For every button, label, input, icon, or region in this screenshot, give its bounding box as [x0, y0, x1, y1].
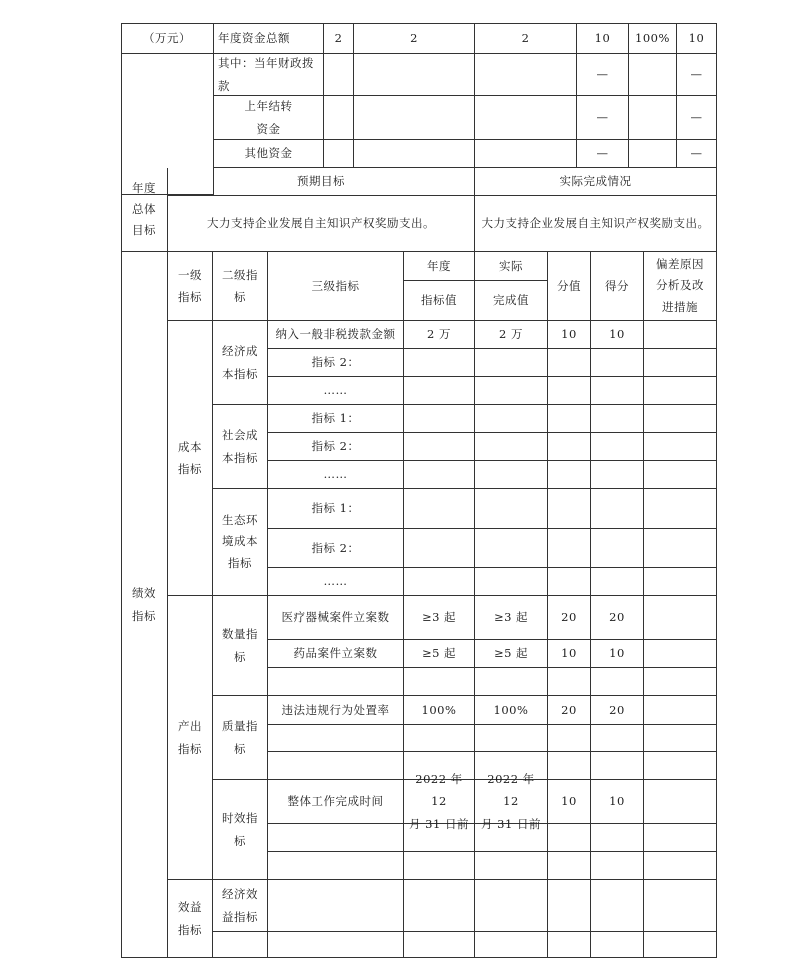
indicator-got-cell: 10: [591, 780, 644, 824]
indicator-name-cell: [268, 824, 404, 852]
indicator-name-cell: ……: [268, 377, 404, 405]
indicator-got-cell: [591, 405, 644, 433]
funds-row-total-score: 10: [577, 23, 629, 54]
funds-row-carryover-c3: [475, 96, 577, 140]
funds-row-total-label: 年度资金总额: [214, 23, 324, 54]
indicator-deviation-cell: [644, 696, 717, 725]
indicator-target-cell: [404, 725, 475, 752]
funds-row-current-score: —: [577, 54, 629, 96]
indicator-deviation-cell: [644, 568, 717, 596]
indicator-score-cell: [548, 668, 591, 696]
indicator-actual-cell: [475, 489, 548, 529]
indicator-actual-cell: [475, 349, 548, 377]
indicator-actual-cell: [475, 377, 548, 405]
indicator-target-cell: [404, 377, 475, 405]
funds-row-total-rate: 100%: [629, 23, 677, 54]
indicator-name-cell: [268, 668, 404, 696]
indicator-deviation-cell: [644, 461, 717, 489]
indicator-score-cell: [548, 349, 591, 377]
indicator-deviation-cell: [644, 640, 717, 668]
indicator-deviation-cell: [644, 349, 717, 377]
output-quality-label: 质量指 标: [213, 696, 268, 780]
funds-row-other-c1: [324, 140, 354, 168]
indicator-deviation-cell: [644, 529, 717, 568]
indicator-deviation-cell: [644, 852, 717, 880]
indicator-actual-cell: 100%: [475, 696, 548, 725]
indicator-actual-cell: [475, 852, 548, 880]
indicator-score-cell: [548, 377, 591, 405]
indicator-deviation-cell: [644, 880, 717, 932]
indicator-name-cell: [268, 852, 404, 880]
indicator-got-cell: 10: [591, 321, 644, 349]
indicator-actual-cell: [475, 725, 548, 752]
perf-header-actual-bottom: 完成值: [475, 281, 548, 321]
indicator-name-cell: 纳入一般非税拨款金额: [268, 321, 404, 349]
indicator-score-cell: [548, 752, 591, 780]
goals-expected-text: 大力支持企业发展自主知识产权奖励支出。: [168, 196, 475, 252]
indicator-actual-cell: [475, 668, 548, 696]
funds-row-carryover-got: —: [677, 96, 717, 140]
funds-row-total-c3: 2: [475, 23, 577, 54]
indicator-score-cell: [548, 489, 591, 529]
output-level1-label: 产出 指标: [168, 596, 213, 880]
indicator-target-cell: [404, 489, 475, 529]
indicator-name-cell: ……: [268, 568, 404, 596]
funds-row-other-rate: [629, 140, 677, 168]
funds-row-other-score: —: [577, 140, 629, 168]
funds-row-current-label: 其中：当年财政拨 款: [214, 54, 324, 96]
indicator-name-cell: [268, 752, 404, 780]
indicator-score-cell: [548, 568, 591, 596]
indicator-deviation-cell: [644, 405, 717, 433]
indicator-score-cell: [548, 529, 591, 568]
indicator-got-cell: 20: [591, 596, 644, 640]
indicator-score-cell: [548, 824, 591, 852]
indicator-got-cell: 20: [591, 696, 644, 725]
indicator-score-cell: [548, 461, 591, 489]
indicator-name-cell: 整体工作完成时间: [268, 780, 404, 824]
indicator-got-cell: [591, 568, 644, 596]
funds-row-carryover-score: —: [577, 96, 629, 140]
funds-row-other-c2: [354, 140, 475, 168]
indicator-score-cell: 20: [548, 696, 591, 725]
perf-label: 绩效 指标: [121, 252, 168, 958]
indicator-name-cell: [268, 880, 404, 932]
perf-header-level2: 二级指 标: [213, 252, 268, 321]
indicator-blank-cell: [591, 932, 644, 958]
indicator-deviation-cell: [644, 752, 717, 780]
indicator-deviation-cell: [644, 489, 717, 529]
indicator-score-cell: [548, 852, 591, 880]
indicator-score-cell: [548, 405, 591, 433]
indicator-deviation-cell: [644, 725, 717, 752]
indicator-target-cell: [404, 668, 475, 696]
indicator-got-cell: [591, 489, 644, 529]
indicator-got-cell: [591, 433, 644, 461]
funds-row-other-label: 其他资金: [214, 140, 324, 168]
indicator-deviation-cell: [644, 321, 717, 349]
indicator-target-cell: [404, 568, 475, 596]
indicator-target-cell: [404, 349, 475, 377]
indicator-score-cell: 10: [548, 321, 591, 349]
goals-expected-header: 预期目标: [168, 168, 475, 196]
indicator-got-cell: [591, 880, 644, 932]
indicator-score-cell: 20: [548, 596, 591, 640]
indicator-target-cell: 100%: [404, 696, 475, 725]
goals-actual-header: 实际完成情况: [475, 168, 717, 196]
perf-header-got: 得分: [591, 252, 644, 321]
benefit-level1-label: 效益 指标: [168, 880, 213, 958]
perf-header-annual-top: 年度: [404, 252, 475, 281]
perf-header-annual-bottom: 指标值: [404, 281, 475, 321]
indicator-got-cell: [591, 752, 644, 780]
indicator-target-cell: [404, 529, 475, 568]
indicator-actual-cell: [475, 568, 548, 596]
indicator-blank-cell: [404, 932, 475, 958]
funds-row-total-c1: 2: [324, 23, 354, 54]
perf-header-actual-top: 实际: [475, 252, 548, 281]
indicator-name-cell: 指标 1：: [268, 489, 404, 529]
perf-header-level1: 一级 指标: [168, 252, 213, 321]
perf-header-score: 分值: [548, 252, 591, 321]
cost-economic-label: 经济成 本指标: [213, 321, 268, 405]
funds-row-current-c2: [354, 54, 475, 96]
funds-row-carryover-label: 上年结转 资金: [214, 96, 324, 140]
perf-header-deviation: 偏差原因 分析及改 进措施: [644, 252, 717, 321]
indicator-actual-cell: [475, 461, 548, 489]
funds-row-carryover-c1: [324, 96, 354, 140]
indicator-name-cell: 药品案件立案数: [268, 640, 404, 668]
indicator-actual-cell: [475, 529, 548, 568]
funds-row-other-c3: [475, 140, 577, 168]
indicator-got-cell: [591, 668, 644, 696]
indicator-actual-cell: [475, 405, 548, 433]
funds-row-other-got: —: [677, 140, 717, 168]
indicator-actual-cell: 2 万: [475, 321, 548, 349]
indicator-blank-cell: [548, 932, 591, 958]
indicator-deviation-cell: [644, 596, 717, 640]
goals-label: 年度 总体 目标: [121, 168, 168, 252]
indicator-target-cell: 2 万: [404, 321, 475, 349]
indicator-got-cell: [591, 725, 644, 752]
indicator-blank-cell: [268, 932, 404, 958]
indicator-actual-cell: ≥5 起: [475, 640, 548, 668]
indicator-actual-cell: [475, 433, 548, 461]
perf-header-level3: 三级指标: [268, 252, 404, 321]
funds-unit-label: （万元）: [121, 23, 214, 54]
indicator-name-cell: 指标 1：: [268, 405, 404, 433]
funds-row-carryover-rate: [629, 96, 677, 140]
indicator-name-cell: 指标 2：: [268, 433, 404, 461]
indicator-deviation-cell: [644, 824, 717, 852]
indicator-got-cell: [591, 852, 644, 880]
indicator-blank-cell: [475, 932, 548, 958]
funds-row-total-got: 10: [677, 23, 717, 54]
indicator-target-cell: [404, 461, 475, 489]
indicator-name-cell: ……: [268, 461, 404, 489]
indicator-deviation-cell: [644, 668, 717, 696]
benefit-blank-level2: [213, 932, 268, 958]
indicator-blank-cell: [644, 932, 717, 958]
output-timeliness-label: 时效指 标: [213, 780, 268, 880]
indicator-name-cell: [268, 725, 404, 752]
indicator-score-cell: [548, 880, 591, 932]
indicator-got-cell: [591, 349, 644, 377]
indicator-got-cell: [591, 461, 644, 489]
indicator-actual-cell: [475, 824, 548, 852]
indicator-deviation-cell: [644, 780, 717, 824]
indicator-actual-cell: 2022 年 12 月 31 日前: [475, 780, 548, 824]
indicator-name-cell: 指标 2：: [268, 529, 404, 568]
cost-social-label: 社会成 本指标: [213, 405, 268, 489]
indicator-got-cell: [591, 377, 644, 405]
indicator-target-cell: 2022 年 12 月 31 日前: [404, 780, 475, 824]
indicator-target-cell: [404, 824, 475, 852]
indicator-name-cell: 违法违规行为处置率: [268, 696, 404, 725]
indicator-target-cell: ≥3 起: [404, 596, 475, 640]
indicator-actual-cell: [475, 880, 548, 932]
indicator-score-cell: [548, 433, 591, 461]
funds-row-current-rate: [629, 54, 677, 96]
indicator-got-cell: 10: [591, 640, 644, 668]
indicator-deviation-cell: [644, 433, 717, 461]
funds-row-total-c2: 2: [354, 23, 475, 54]
indicator-target-cell: [404, 433, 475, 461]
cost-level1-label: 成本 指标: [168, 321, 213, 596]
goals-actual-text: 大力支持企业发展自主知识产权奖励支出。: [475, 196, 717, 252]
indicator-target-cell: [404, 880, 475, 932]
funds-row-current-c3: [475, 54, 577, 96]
indicator-target-cell: [404, 852, 475, 880]
indicator-got-cell: [591, 529, 644, 568]
indicator-score-cell: 10: [548, 780, 591, 824]
indicator-name-cell: 指标 2：: [268, 349, 404, 377]
indicator-name-cell: 医疗器械案件立案数: [268, 596, 404, 640]
indicator-score-cell: [548, 725, 591, 752]
cost-eco-label: 生态环 境成本 指标: [213, 489, 268, 596]
indicator-target-cell: ≥5 起: [404, 640, 475, 668]
indicator-deviation-cell: [644, 377, 717, 405]
funds-row-current-c1: [324, 54, 354, 96]
output-quantity-label: 数量指 标: [213, 596, 268, 696]
indicator-score-cell: 10: [548, 640, 591, 668]
indicator-got-cell: [591, 824, 644, 852]
funds-row-current-got: —: [677, 54, 717, 96]
indicator-target-cell: [404, 405, 475, 433]
indicator-actual-cell: ≥3 起: [475, 596, 548, 640]
benefit-economic-label: 经济效 益指标: [213, 880, 268, 932]
funds-row-carryover-c2: [354, 96, 475, 140]
